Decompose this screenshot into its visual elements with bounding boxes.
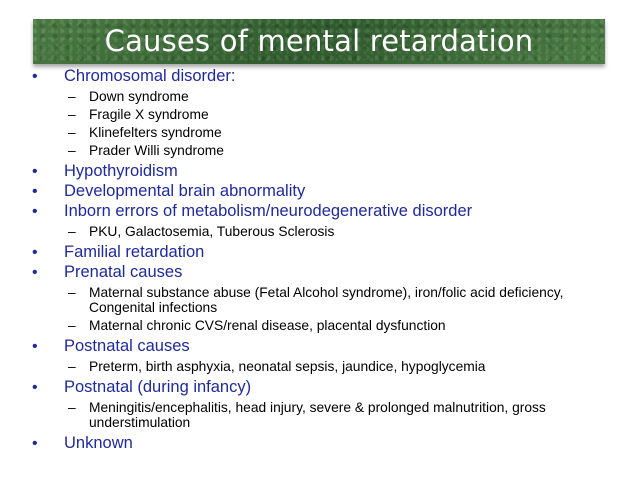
bullet-icon: • — [32, 264, 38, 281]
dash-icon: – — [68, 89, 76, 104]
sub-item-text: Klinefelters syndrome — [89, 125, 222, 140]
sub-item-text: PKU, Galactosemia, Tuberous Sclerosis — [89, 224, 335, 239]
dash-icon: – — [68, 359, 76, 374]
dash-icon: – — [68, 107, 76, 122]
sub-item-text: Maternal substance abuse (Fetal Alcohol syndrome), iron/folic acid deficiency, Congenital infections — [89, 285, 564, 315]
bullet-text: Prenatal causes — [64, 263, 183, 281]
bullet-text: Developmental brain abnormality — [64, 182, 306, 200]
bullet-icon: • — [32, 183, 38, 200]
bullet-item — [30, 378, 620, 397]
bullet-icon: • — [32, 379, 38, 396]
title-banner — [33, 19, 605, 64]
bullet-icon: • — [32, 435, 38, 452]
bullet-icon: • — [32, 163, 38, 180]
bullet-icon: • — [32, 338, 38, 355]
sub-item — [30, 285, 620, 315]
bullet-list — [30, 67, 620, 453]
bullet-icon: • — [32, 68, 38, 85]
bullet-icon: • — [32, 203, 38, 220]
bullet-item — [30, 337, 620, 356]
bullet-item — [30, 243, 620, 262]
dash-icon: – — [68, 318, 76, 333]
bullet-item — [30, 162, 620, 181]
sub-item-text: Fragile X syndrome — [89, 107, 209, 122]
bullet-text: Inborn errors of metabolism/neurodegenerative disorder — [64, 202, 473, 220]
sub-item-text: Meningitis/encephalitis, head injury, severe & prolonged malnutrition, gross understimulation — [89, 400, 546, 430]
sub-item-text: Preterm, birth asphyxia, neonatal sepsis, jaundice, hypoglycemia — [89, 359, 486, 374]
sub-item — [30, 400, 620, 430]
sub-list — [30, 285, 620, 333]
sub-item — [30, 89, 620, 104]
sub-list — [30, 400, 620, 430]
sub-item — [30, 125, 620, 140]
sub-item — [30, 224, 620, 239]
slide-title: Causes of mental retardation — [104, 24, 534, 58]
dash-icon: – — [68, 285, 76, 300]
bullet-item — [30, 182, 620, 201]
sub-item — [30, 359, 620, 374]
bullet-text: Postnatal causes — [64, 337, 190, 355]
bullet-item — [30, 263, 620, 282]
bullet-text: Unknown — [64, 434, 133, 452]
sub-list — [30, 224, 620, 239]
sub-list — [30, 359, 620, 374]
sub-item — [30, 318, 620, 333]
bullet-item — [30, 202, 620, 221]
dash-icon: – — [68, 125, 76, 140]
sub-item — [30, 143, 620, 158]
bullet-text: Postnatal (during infancy) — [64, 378, 252, 396]
slide-content — [30, 66, 620, 453]
sub-item-text: Down syndrome — [89, 89, 189, 104]
dash-icon: – — [68, 400, 76, 415]
sub-item — [30, 107, 620, 122]
dash-icon: – — [68, 224, 76, 239]
bullet-text: Hypothyroidism — [64, 162, 178, 180]
bullet-item — [30, 434, 620, 453]
dash-icon: – — [68, 143, 76, 158]
bullet-text: Familial retardation — [64, 243, 205, 261]
bullet-text: Chromosomal disorder: — [64, 67, 236, 85]
sub-list — [30, 89, 620, 158]
bullet-item — [30, 67, 620, 86]
sub-item-text: Prader Willi syndrome — [89, 143, 224, 158]
sub-item-text: Maternal chronic CVS/renal disease, placental dysfunction — [89, 318, 446, 333]
bullet-icon: • — [32, 244, 38, 261]
